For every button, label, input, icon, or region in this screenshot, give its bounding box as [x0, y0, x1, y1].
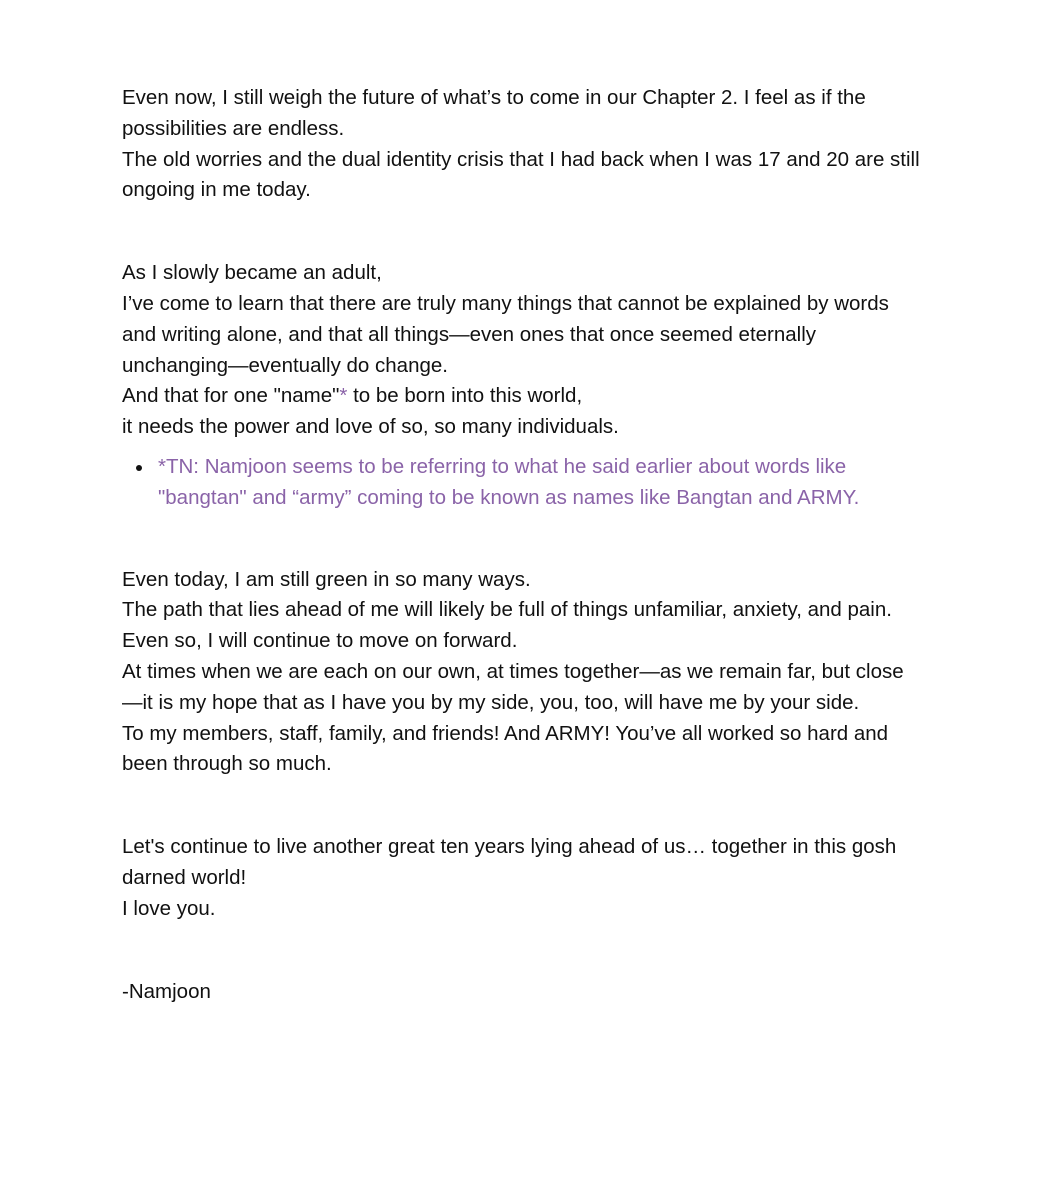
- text-line: it needs the power and love of so, so many individuals.: [122, 415, 619, 439]
- text-line: I love you.: [122, 896, 216, 920]
- text-line: Even now, I still weigh the future of what’s to come in our Chapter 2. I feel as if the: [122, 86, 866, 109]
- name-line-before: And that for one "name": [122, 384, 340, 408]
- paragraph-spacer: [122, 925, 932, 977]
- text-line: and writing alone, and that all things—even ones that once seemed eternally: [122, 322, 817, 346]
- paragraph-spacer: [122, 206, 932, 258]
- signature: [122, 977, 932, 1008]
- text-line: been through so much.: [122, 752, 332, 776]
- name-line-after: to be born into this world,: [347, 384, 583, 408]
- footnote-marker: *: [339, 384, 348, 408]
- text-line: ongoing in me today.: [122, 178, 311, 202]
- paragraph-spacer: [122, 514, 932, 565]
- translator-note: [158, 452, 932, 514]
- paragraph-ten-years: [122, 832, 932, 924]
- text-line: darned world!: [122, 865, 247, 889]
- text-line: I’ve come to learn that there are truly many things that cannot be explained by words: [122, 291, 889, 315]
- paragraph-spacer: [122, 780, 932, 832]
- text-line: As I slowly became an adult,: [122, 261, 382, 285]
- text-line: Let's continue to live another great ten years lying ahead of us… together in this gosh: [122, 835, 897, 859]
- text-line: The path that lies ahead of me will likely be full of things unfamiliar, anxiety, and pain.: [122, 598, 892, 622]
- text-line: The old worries and the dual identity crisis that I had back when I was 17 and 20 are still: [122, 147, 920, 171]
- paragraph-still-green: [122, 565, 932, 781]
- list-spacer: [122, 443, 932, 452]
- text-line: Even today, I am still green in so many ways.: [122, 567, 531, 591]
- note-line: "bangtan" and “army” coming to be known as names like Bangtan and ARMY.: [158, 485, 860, 509]
- letter-body: [122, 83, 932, 1007]
- text-line: possibilities are endless.: [122, 116, 345, 140]
- note-line: *TN: Namjoon seems to be referring to what he said earlier about words like: [158, 454, 847, 478]
- paragraph-becoming-adult: [122, 258, 932, 443]
- text-line: —it is my hope that as I have you by my side, you, too, will have me by your side.: [122, 690, 860, 714]
- name-line: [122, 381, 932, 412]
- text-line: Even so, I will continue to move on forward.: [122, 629, 518, 653]
- text-line: unchanging—eventually do change.: [122, 353, 448, 377]
- text-line: To my members, staff, family, and friends! And ARMY! You’ve all worked so hard and: [122, 721, 889, 745]
- signature-text: -Namjoon: [122, 979, 211, 1003]
- paragraph-chapter-two: [122, 83, 932, 206]
- translator-note-list: [122, 452, 932, 514]
- text-line: At times when we are each on our own, at times together—as we remain far, but close: [122, 659, 904, 683]
